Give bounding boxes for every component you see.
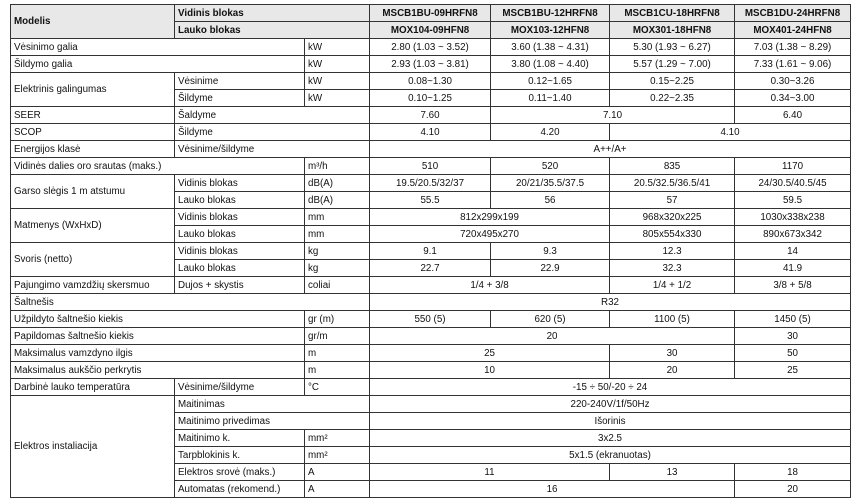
value-cell: 0.08~1.30: [370, 73, 491, 90]
row-label: Energijos klasė: [11, 141, 175, 158]
indoor-model-3: MSCB1CU-18HRFN8: [610, 5, 735, 22]
value-cell: 9.1: [370, 243, 491, 260]
sub-label: Maitinimo privedimas: [175, 413, 370, 430]
sub-label: Šaldyme: [175, 107, 370, 124]
value-cell: 25: [370, 345, 610, 362]
row-label: Užpildyto šaltnešio kiekis: [11, 311, 305, 328]
row-label: Matmenys (WxHxD): [11, 209, 175, 243]
row-pipe-diameter: [11, 277, 851, 294]
value-cell: 20: [610, 362, 735, 379]
row-label: Vėsinimo galia: [11, 39, 305, 56]
value-cell: 0.22~2.35: [610, 90, 735, 107]
row-label: Šaltnešis: [11, 294, 370, 311]
row-max-height: [11, 362, 851, 379]
row-label: SEER: [11, 107, 175, 124]
unit-cell: gr/m: [305, 328, 370, 345]
unit-cell: mm²: [305, 430, 370, 447]
row-scop: [11, 124, 851, 141]
value-cell: 24/30.5/40.5/45: [735, 175, 851, 192]
unit-cell: A: [305, 464, 370, 481]
unit-cell: gr (m): [305, 311, 370, 328]
value-cell: -15 ÷ 50/-20 ÷ 24: [370, 379, 851, 396]
value-cell: 720x495x270: [370, 226, 610, 243]
value-cell: 22.7: [370, 260, 491, 277]
header-row-indoor: [11, 5, 851, 22]
row-airflow: [11, 158, 851, 175]
value-cell: 968x320x225: [610, 209, 735, 226]
value-cell: 805x554x330: [610, 226, 735, 243]
value-cell: 59.5: [735, 192, 851, 209]
value-cell: 3x2.5: [370, 430, 851, 447]
unit-cell: kW: [305, 73, 370, 90]
value-cell: 19.5/20.5/32/37: [370, 175, 491, 192]
unit-cell: m: [305, 345, 370, 362]
sub-label: Automatas (rekomend.): [175, 481, 305, 498]
value-cell: 7.33 (1.61 ~ 9.06): [735, 56, 851, 73]
value-cell: Išorinis: [370, 413, 851, 430]
value-cell: 30: [735, 328, 851, 345]
row-heating-capacity: [11, 56, 851, 73]
unit-cell: coliai: [305, 277, 370, 294]
value-cell: 18: [735, 464, 851, 481]
value-cell: 56: [491, 192, 610, 209]
value-cell: 2.80 (1.03 ~ 3.52): [370, 39, 491, 56]
value-cell: 220-240V/1f/50Hz: [370, 396, 851, 413]
value-cell: 10: [370, 362, 610, 379]
value-cell: 0.34~3.00: [735, 90, 851, 107]
row-weight-indoor: [11, 243, 851, 260]
sub-label: Vidinis blokas: [175, 243, 305, 260]
sub-label: Vidinis blokas: [175, 175, 305, 192]
value-cell: 3.60 (1.38 ~ 4.31): [491, 39, 610, 56]
unit-cell: dB(A): [305, 192, 370, 209]
row-extra-refrigerant: [11, 328, 851, 345]
outdoor-model-1: MOX104-09HFN8: [370, 22, 491, 39]
unit-cell: mm: [305, 226, 370, 243]
value-cell: 57: [610, 192, 735, 209]
unit-cell: A: [305, 481, 370, 498]
row-label: Pajungimo vamzdžių skersmuo: [11, 277, 175, 294]
row-refrigerant: [11, 294, 851, 311]
indoor-unit-label: Vidinis blokas: [175, 5, 370, 22]
value-cell: 9.3: [491, 243, 610, 260]
row-label: Elektrinis galingumas: [11, 73, 175, 107]
sub-label: Elektros srovė (maks.): [175, 464, 305, 481]
value-cell: 20.5/32.5/36.5/41: [610, 175, 735, 192]
value-cell: 520: [491, 158, 610, 175]
row-sound-indoor: [11, 175, 851, 192]
unit-cell: m³/h: [305, 158, 370, 175]
row-dimensions-indoor: [11, 209, 851, 226]
sub-label: Šildyme: [175, 90, 305, 107]
row-label: SCOP: [11, 124, 175, 141]
sub-label: Vėsinime: [175, 73, 305, 90]
row-refrigerant-charge: [11, 311, 851, 328]
value-cell: 890x673x342: [735, 226, 851, 243]
value-cell: 11: [370, 464, 610, 481]
row-label: Maksimalus aukščio perkrytis: [11, 362, 305, 379]
value-cell: 4.10: [370, 124, 491, 141]
unit-cell: mm: [305, 209, 370, 226]
outdoor-model-3: MOX301-18HFN8: [610, 22, 735, 39]
sub-label: Maitinimo k.: [175, 430, 305, 447]
unit-cell: kg: [305, 260, 370, 277]
value-cell: 0.30~3.26: [735, 73, 851, 90]
sub-label: Vidinis blokas: [175, 209, 305, 226]
row-label: Garso slėgis 1 m atstumu: [11, 175, 175, 209]
row-energy-class: [11, 141, 851, 158]
row-seer: [11, 107, 851, 124]
value-cell: 32.3: [610, 260, 735, 277]
value-cell: 5.30 (1.93 ~ 6.27): [610, 39, 735, 56]
sub-label: Lauko blokas: [175, 226, 305, 243]
unit-cell: dB(A): [305, 175, 370, 192]
row-label: Maksimalus vamzdyno ilgis: [11, 345, 305, 362]
value-cell: 16: [370, 481, 735, 498]
value-cell: 20/21/35.5/37.5: [491, 175, 610, 192]
value-cell: A++/A+: [370, 141, 851, 158]
value-cell: 6.40: [735, 107, 851, 124]
value-cell: 0.11~1.40: [491, 90, 610, 107]
value-cell: 20: [735, 481, 851, 498]
value-cell: 0.10~1.25: [370, 90, 491, 107]
outdoor-model-2: MOX103-12HFN8: [491, 22, 610, 39]
value-cell: 5x1.5 (ekranuotas): [370, 447, 851, 464]
row-label: Papildomas šaltnešio kiekis: [11, 328, 305, 345]
row-label: Šildymo galia: [11, 56, 305, 73]
row-label: Elektros instaliacija: [11, 396, 175, 498]
value-cell: 7.03 (1.38 ~ 8.29): [735, 39, 851, 56]
sub-label: Lauko blokas: [175, 260, 305, 277]
value-cell: 7.60: [370, 107, 491, 124]
value-cell: 22.9: [491, 260, 610, 277]
unit-cell: kg: [305, 243, 370, 260]
value-cell: 14: [735, 243, 851, 260]
row-electrical-supply: [11, 396, 851, 413]
sub-label: Vėsinime/šildyme: [175, 141, 370, 158]
value-cell: 835: [610, 158, 735, 175]
row-label: Svoris (netto): [11, 243, 175, 277]
row-label: Vidinės dalies oro srautas (maks.): [11, 158, 305, 175]
row-operating-temp: [11, 379, 851, 396]
value-cell: 50: [735, 345, 851, 362]
value-cell: 3.80 (1.08 ~ 4.40): [491, 56, 610, 73]
value-cell: 25: [735, 362, 851, 379]
value-cell: 510: [370, 158, 491, 175]
value-cell: 1030x338x238: [735, 209, 851, 226]
value-cell: 1/4 + 3/8: [370, 277, 610, 294]
model-label: Modelis: [11, 5, 175, 39]
indoor-model-2: MSCB1BU-12HRFN8: [491, 5, 610, 22]
value-cell: 620 (5): [491, 311, 610, 328]
value-cell: 30: [610, 345, 735, 362]
sub-label: Tarpblokinis k.: [175, 447, 305, 464]
sub-label: Lauko blokas: [175, 192, 305, 209]
indoor-model-4: MSCB1DU-24HRFN8: [735, 5, 851, 22]
value-cell: 2.93 (1.03 ~ 3.81): [370, 56, 491, 73]
value-cell: 41.9: [735, 260, 851, 277]
unit-cell: kW: [305, 56, 370, 73]
value-cell: 4.20: [491, 124, 610, 141]
value-cell: 1100 (5): [610, 311, 735, 328]
value-cell: 812x299x199: [370, 209, 610, 226]
value-cell: 55.5: [370, 192, 491, 209]
row-label: Darbinė lauko temperatūra: [11, 379, 175, 396]
value-cell: 1170: [735, 158, 851, 175]
value-cell: 1/4 + 1/2: [610, 277, 735, 294]
sub-label: Vėsinime/šildyme: [175, 379, 305, 396]
value-cell: 7.10: [491, 107, 735, 124]
value-cell: 12.3: [610, 243, 735, 260]
outdoor-model-4: MOX401-24HFN8: [735, 22, 851, 39]
value-cell: R32: [370, 294, 851, 311]
value-cell: 550 (5): [370, 311, 491, 328]
indoor-model-1: MSCB1BU-09HRFN8: [370, 5, 491, 22]
value-cell: 20: [370, 328, 735, 345]
unit-cell: °C: [305, 379, 370, 396]
row-max-pipe-length: [11, 345, 851, 362]
row-power-input-cooling: [11, 73, 851, 90]
sub-label: Šildyme: [175, 124, 370, 141]
value-cell: 4.10: [610, 124, 851, 141]
unit-cell: mm²: [305, 447, 370, 464]
row-cooling-capacity: [11, 39, 851, 56]
sub-label: Maitinimas: [175, 396, 370, 413]
value-cell: 13: [610, 464, 735, 481]
value-cell: 3/8 + 5/8: [735, 277, 851, 294]
value-cell: 0.15~2.25: [610, 73, 735, 90]
value-cell: 1450 (5): [735, 311, 851, 328]
sub-label: Dujos + skystis: [175, 277, 305, 294]
unit-cell: kW: [305, 39, 370, 56]
unit-cell: m: [305, 362, 370, 379]
value-cell: 5.57 (1.29 ~ 7.00): [610, 56, 735, 73]
unit-cell: kW: [305, 90, 370, 107]
outdoor-unit-label: Lauko blokas: [175, 22, 370, 39]
value-cell: 0.12~1.65: [491, 73, 610, 90]
spec-table: [10, 4, 851, 498]
